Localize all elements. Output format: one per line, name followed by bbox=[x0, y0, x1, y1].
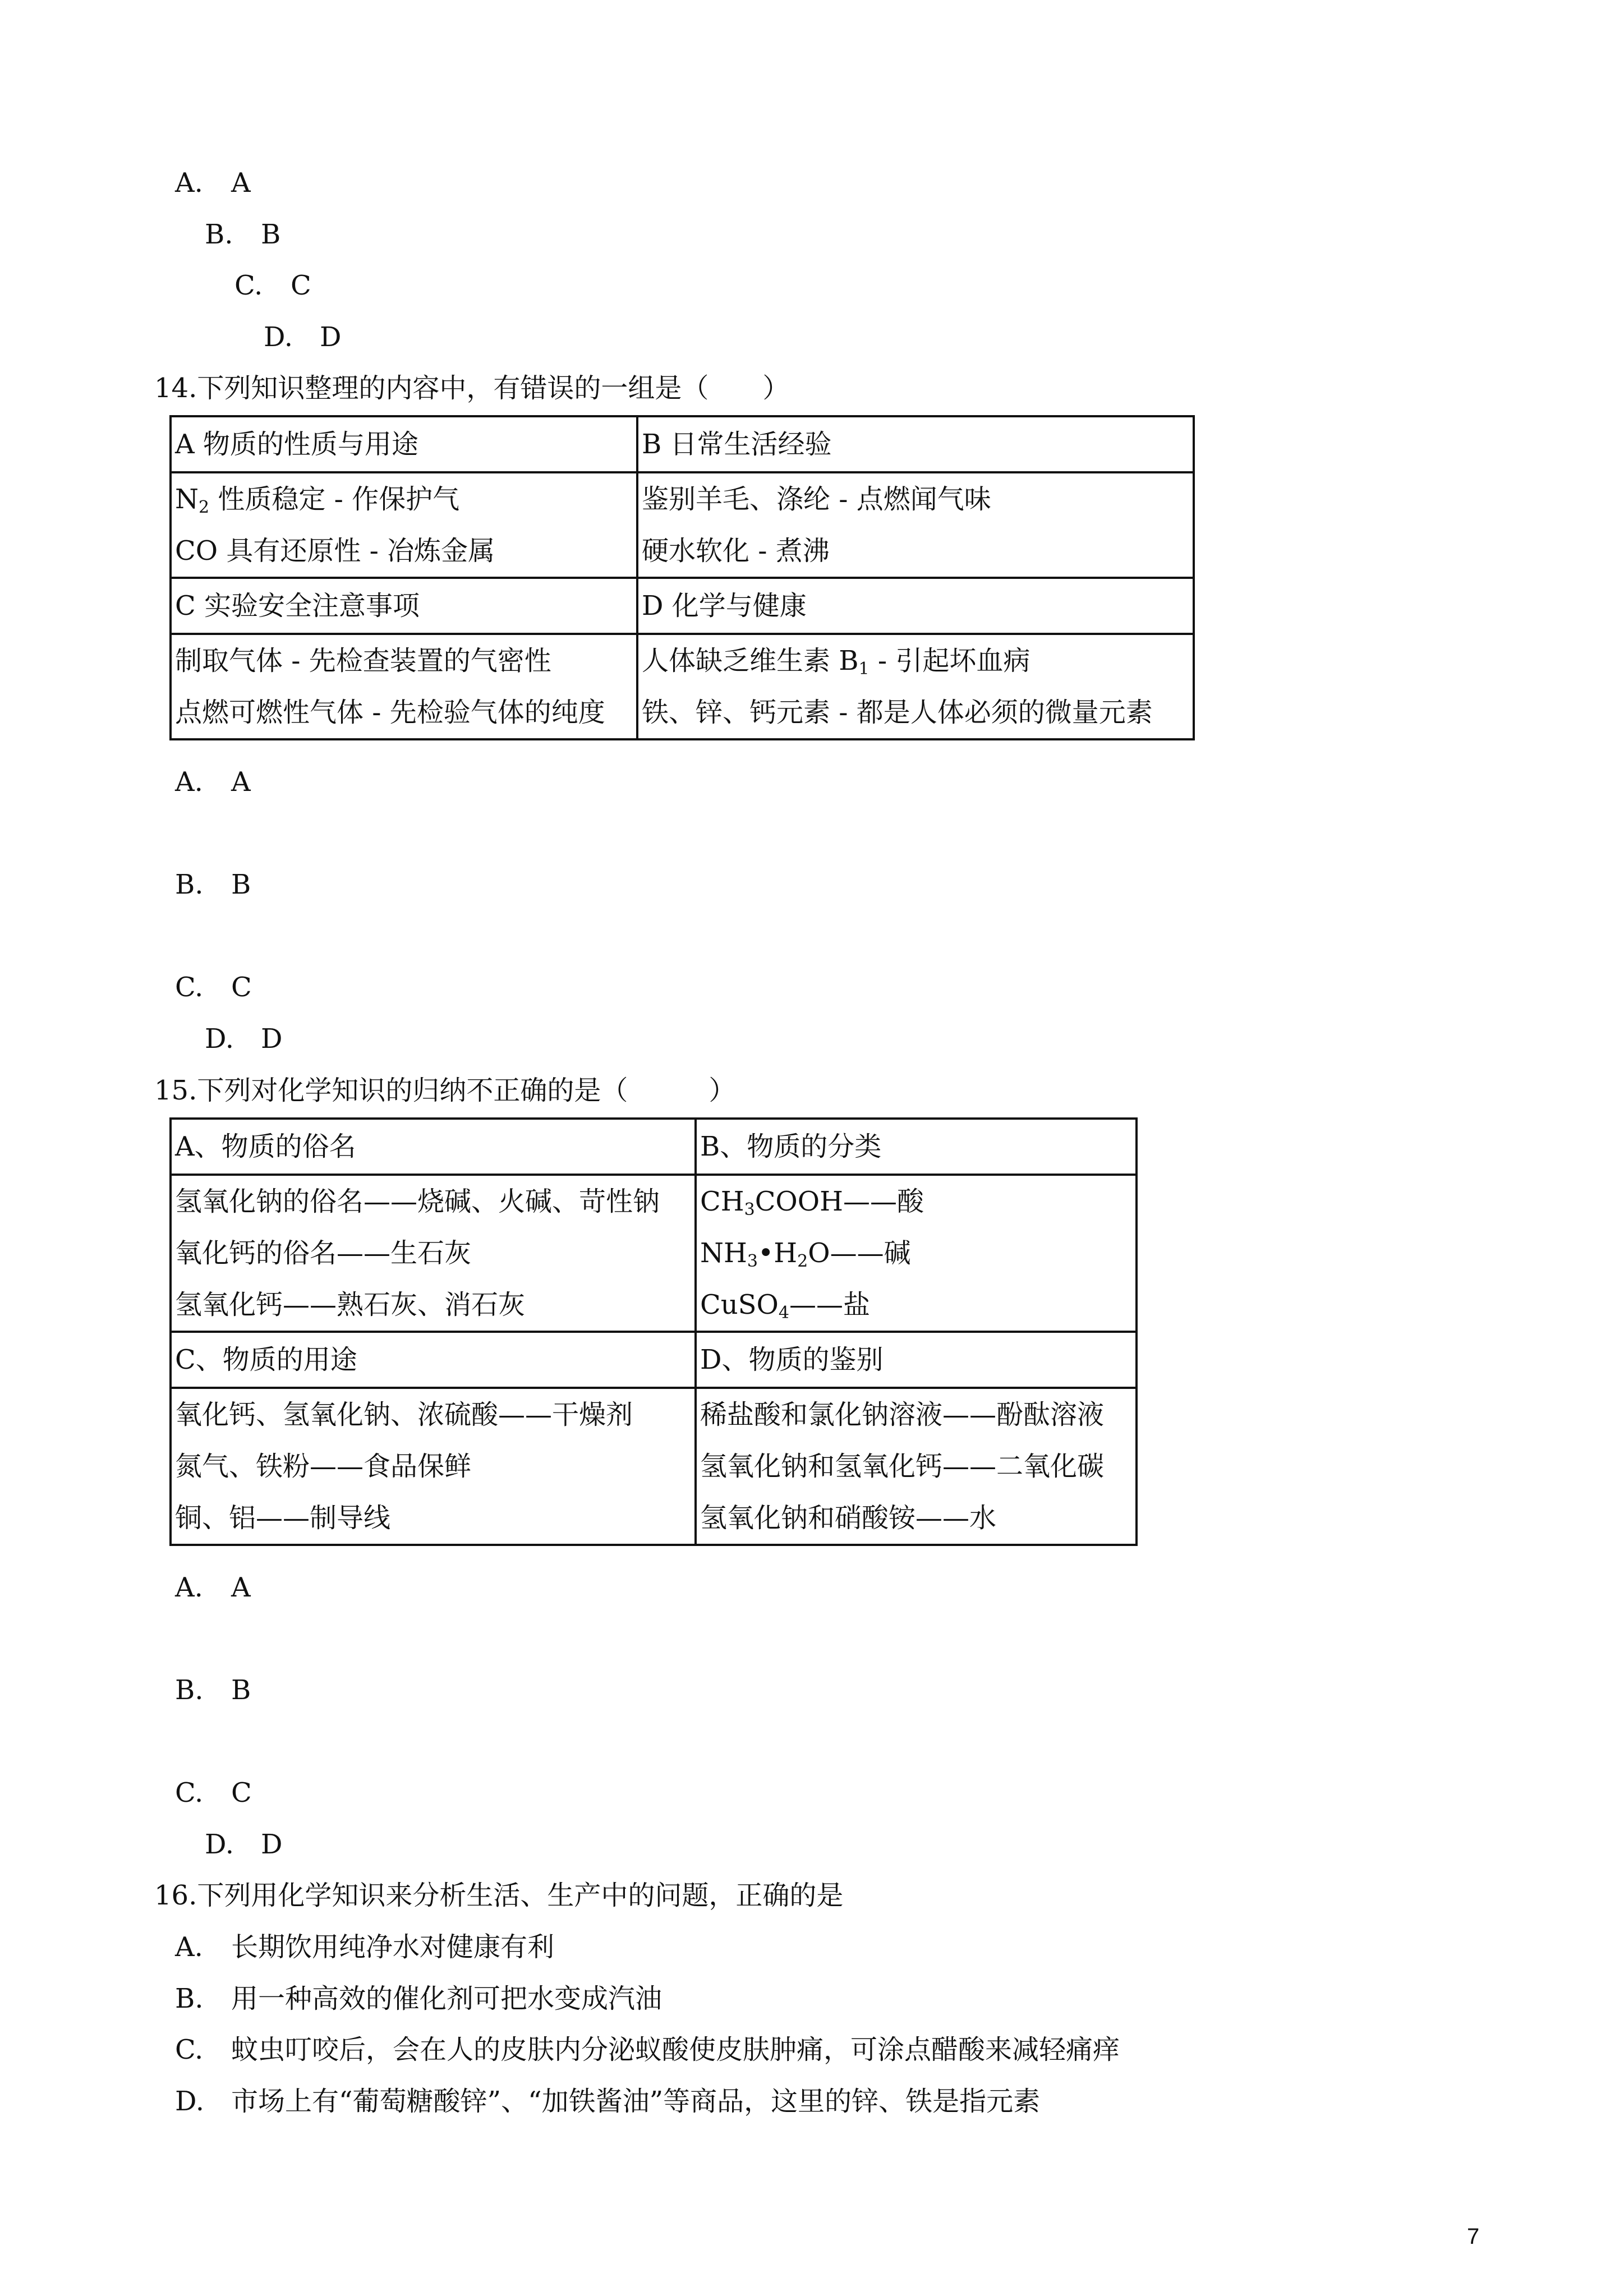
table-cell-b-head: B 日常生活经验 bbox=[637, 416, 1194, 472]
table-line: CuSO$_4$——盐 bbox=[700, 1289, 870, 1323]
q14-option-c[interactable]: C. C bbox=[175, 972, 252, 1003]
question-14-table bbox=[169, 415, 1195, 740]
q16-option-c[interactable]: C. 蚊虫叮咬后，会在人的皮肤内分泌蚁酸使皮肤肿痛，可涂点醋酸来减轻痛痒 bbox=[175, 2034, 1120, 2065]
table-line: 氢氧化钠和氢氧化钙——二氧化碳 bbox=[700, 1451, 1105, 1482]
table-line: 氢氧化钠的俗名——烧碱、火碱、苛性钠 bbox=[175, 1186, 660, 1217]
table-line: 氧化钙的俗名——生石灰 bbox=[175, 1237, 472, 1269]
table-line: 氧化钙、氢氧化钠、浓硫酸——干燥剂 bbox=[175, 1399, 633, 1430]
question-15-table bbox=[169, 1117, 1138, 1546]
table-line: 铜、铝——制导线 bbox=[175, 1502, 391, 1534]
table-cell-a-head: A、物质的俗名 bbox=[171, 1119, 696, 1175]
q14-option-a[interactable]: A. A bbox=[175, 766, 251, 798]
page-number: 7 bbox=[1467, 2224, 1480, 2249]
table-line: $CH_3COOH——$酸 bbox=[700, 1186, 924, 1220]
option-a[interactable] bbox=[175, 167, 251, 199]
option-c[interactable] bbox=[234, 272, 311, 299]
question-15-stem: 15.下列对化学知识的归纳不正确的是（ ） bbox=[154, 1075, 736, 1106]
table-cell-d-head: D、物质的鉴别 bbox=[696, 1332, 1137, 1388]
table-cell-c-head: C、物质的用途 bbox=[171, 1332, 696, 1388]
table-line: 铁、锌、钙元素 - 都是人体必须的微量元素 bbox=[642, 697, 1153, 728]
table-line: 氮气、铁粉——食品保鲜 bbox=[175, 1451, 472, 1482]
table-line: 氢氧化钙——熟石灰、消石灰 bbox=[175, 1289, 526, 1320]
q14-option-d[interactable]: D. D bbox=[205, 1023, 283, 1055]
table-line: $N_2$ 性质稳定 - 作保护气 bbox=[175, 484, 460, 517]
question-16-stem: 16.下列用化学知识来分析生活、生产中的问题，正确的是 bbox=[154, 1880, 844, 1911]
table-cell-d-body bbox=[637, 634, 1194, 739]
option-letter: C. bbox=[234, 270, 263, 301]
q15-option-b[interactable]: B. B bbox=[175, 1674, 251, 1706]
table-cell-b-body bbox=[696, 1175, 1137, 1332]
q16-option-a[interactable]: A. 长期饮用纯净水对健康有利 bbox=[175, 1931, 555, 1963]
option-text: B bbox=[261, 219, 281, 250]
q16-option-d[interactable]: D. 市场上有“葡萄糖酸锌”、“加铁酱油”等商品，这里的锌、铁是指元素 bbox=[175, 2086, 1041, 2117]
table-line: 人体缺乏维生素 $B_1$ - 引起坏血病 bbox=[642, 645, 1030, 679]
table-cell-c-body bbox=[171, 1388, 696, 1545]
question-14-stem: 14.下列知识整理的内容中，有错误的一组是（ ） bbox=[154, 372, 790, 404]
table-line: $NH_3•H_2O——$碱 bbox=[700, 1237, 911, 1271]
table-line: 点燃可燃性气体 - 先检验气体的纯度 bbox=[175, 697, 605, 728]
table-line: 制取气体 - 先检查装置的气密性 bbox=[175, 645, 551, 677]
q15-option-c[interactable]: C. C bbox=[175, 1777, 252, 1809]
q16-option-b[interactable]: B. 用一种高效的催化剂可把水变成汽油 bbox=[175, 1983, 663, 2014]
option-text: C bbox=[291, 270, 311, 301]
option-letter: A. bbox=[175, 167, 203, 199]
table-line: 硬水软化 - 煮沸 bbox=[642, 535, 830, 567]
option-letter: B. bbox=[205, 219, 233, 250]
table-cell-b-head: B、物质的分类 bbox=[696, 1119, 1137, 1175]
table-cell-a-body bbox=[171, 1175, 696, 1332]
option-text: A bbox=[231, 167, 251, 199]
q14-option-b[interactable]: B. B bbox=[175, 869, 251, 900]
table-cell-d-head: D 化学与健康 bbox=[637, 578, 1194, 634]
q15-option-d[interactable]: D. D bbox=[205, 1829, 283, 1860]
option-text: D bbox=[320, 321, 342, 353]
option-d[interactable] bbox=[264, 321, 342, 353]
table-cell-c-head: C 实验安全注意事项 bbox=[171, 578, 637, 634]
table-line: 稀盐酸和氯化钠溶液——酚酞溶液 bbox=[700, 1399, 1105, 1430]
q15-option-a[interactable]: A. A bbox=[175, 1572, 251, 1603]
table-line: 氢氧化钠和硝酸铵——水 bbox=[700, 1502, 997, 1534]
table-cell-a-head: A 物质的性质与用途 bbox=[171, 416, 637, 472]
table-cell-c-body bbox=[171, 634, 637, 739]
table-line: CO 具有还原性 - 冶炼金属 bbox=[175, 535, 495, 567]
table-cell-b-body bbox=[637, 472, 1194, 578]
option-letter: D. bbox=[264, 321, 293, 353]
table-cell-d-body bbox=[696, 1388, 1137, 1545]
table-line: 鉴别羊毛、涤纶 - 点燃闻气味 bbox=[642, 484, 991, 515]
table-cell-a-body bbox=[171, 472, 637, 578]
option-b[interactable] bbox=[205, 221, 280, 248]
